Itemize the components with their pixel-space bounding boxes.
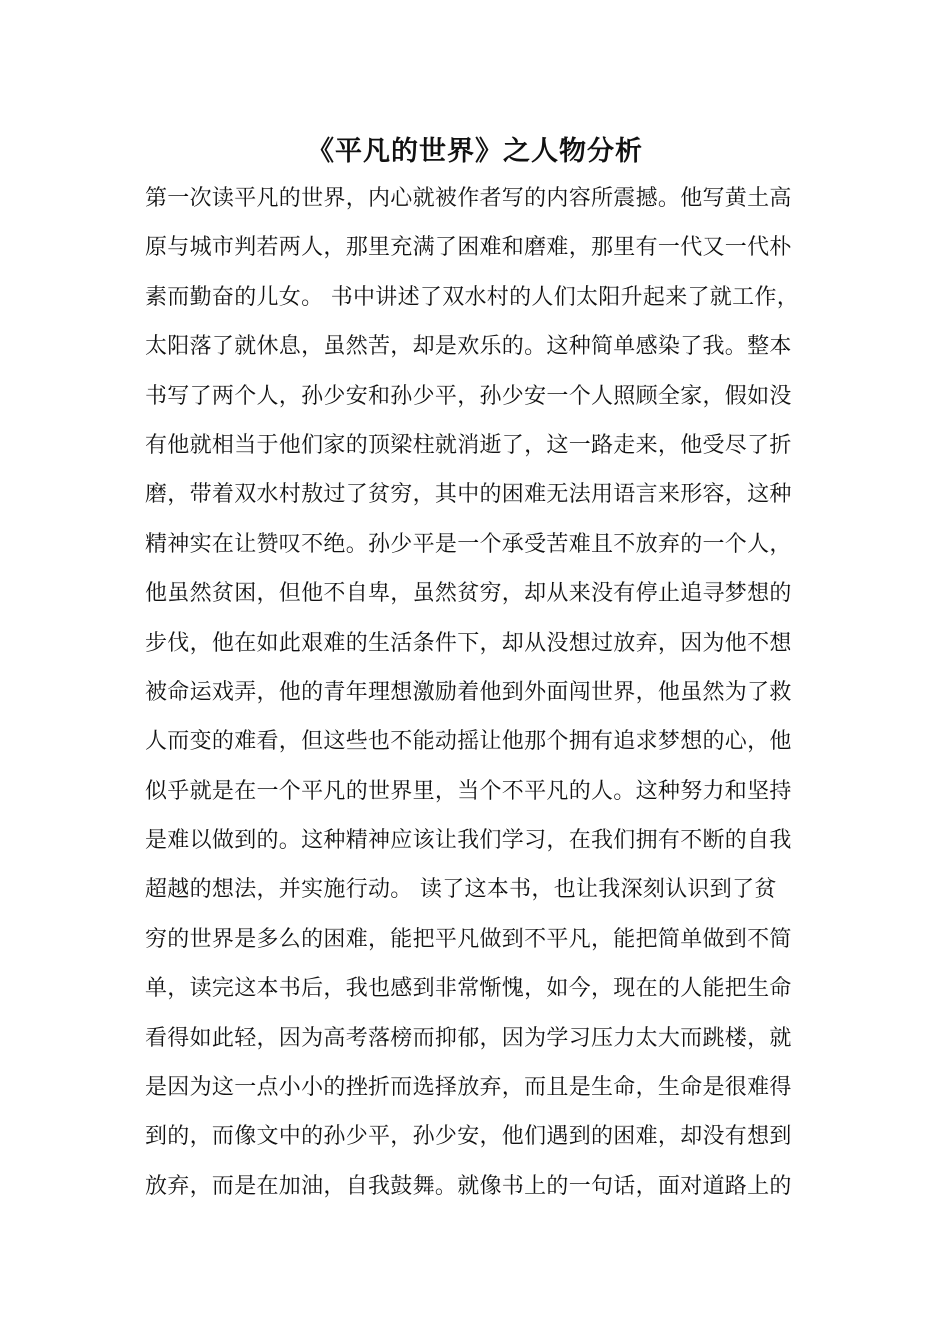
text-line: 太阳落了就休息，虽然苦，却是欢乐的。这种简单感染了我。整本 <box>145 334 792 360</box>
text-line: 是难以做到的。这种精神应该让我们学习，在我们拥有不断的自我 <box>145 828 792 854</box>
text-line: 精神实在让赞叹不绝。孙少平是一个承受苦难且不放弃的一个人， <box>145 531 792 557</box>
text-line: 到的，而像文中的孙少平，孙少安，他们遇到的困难，却没有想到 <box>145 1124 792 1150</box>
text-line: 他虽然贫困，但他不自卑，虽然贫穷，却从来没有停止追寻梦想的 <box>145 581 792 607</box>
text-line: 穷的世界是多么的困难，能把平凡做到不平凡，能把简单做到不简 <box>145 926 792 952</box>
text-line: 磨，带着双水村敖过了贫穷，其中的困难无法用语言来形容，这种 <box>145 482 792 508</box>
text-line: 单，读完这本书后，我也感到非常惭愧，如今，现在的人能把生命 <box>145 976 792 1002</box>
text-line: 原与城市判若两人，那里充满了困难和磨难，那里有一代又一代朴 <box>145 235 792 261</box>
text-line: 步伐，他在如此艰难的生活条件下，却从没想过放弃，因为他不想 <box>145 630 792 656</box>
text-line: 素而勤奋的儿女。 书中讲述了双水村的人们太阳升起来了就工作， <box>145 284 799 310</box>
document-title: 《平凡的世界》之人物分析 <box>307 136 643 167</box>
text-line: 有他就相当于他们家的顶梁柱就消逝了，这一路走来，他受尽了折 <box>145 432 792 458</box>
text-line: 是因为这一点小小的挫折而选择放弃，而且是生命，生命是很难得 <box>145 1075 792 1101</box>
document-body <box>145 181 845 1218</box>
text-line: 被命运戏弄，他的青年理想激励着他到外面闯世界，他虽然为了救 <box>145 679 792 705</box>
text-line: 放弃，而是在加油，自我鼓舞。就像书上的一句话，面对道路上的 <box>145 1173 792 1199</box>
text-line: 第一次读平凡的世界，内心就被作者写的内容所震撼。他写黄土高 <box>145 186 792 211</box>
text-line: 书写了两个人，孙少安和孙少平，孙少安一个人照顾全家，假如没 <box>145 383 792 409</box>
text-line: 人而变的难看，但这些也不能动摇让他那个拥有追求梦想的心，他 <box>145 729 792 755</box>
text-line: 看得如此轻，因为高考落榜而抑郁，因为学习压力太大而跳楼，就 <box>145 1025 792 1051</box>
text-line: 超越的想法，并实施行动。 读了这本书，也让我深刻认识到了贫 <box>145 877 777 903</box>
text-line: 似乎就是在一个平凡的世界里，当个不平凡的人。这种努力和坚持 <box>145 778 792 804</box>
